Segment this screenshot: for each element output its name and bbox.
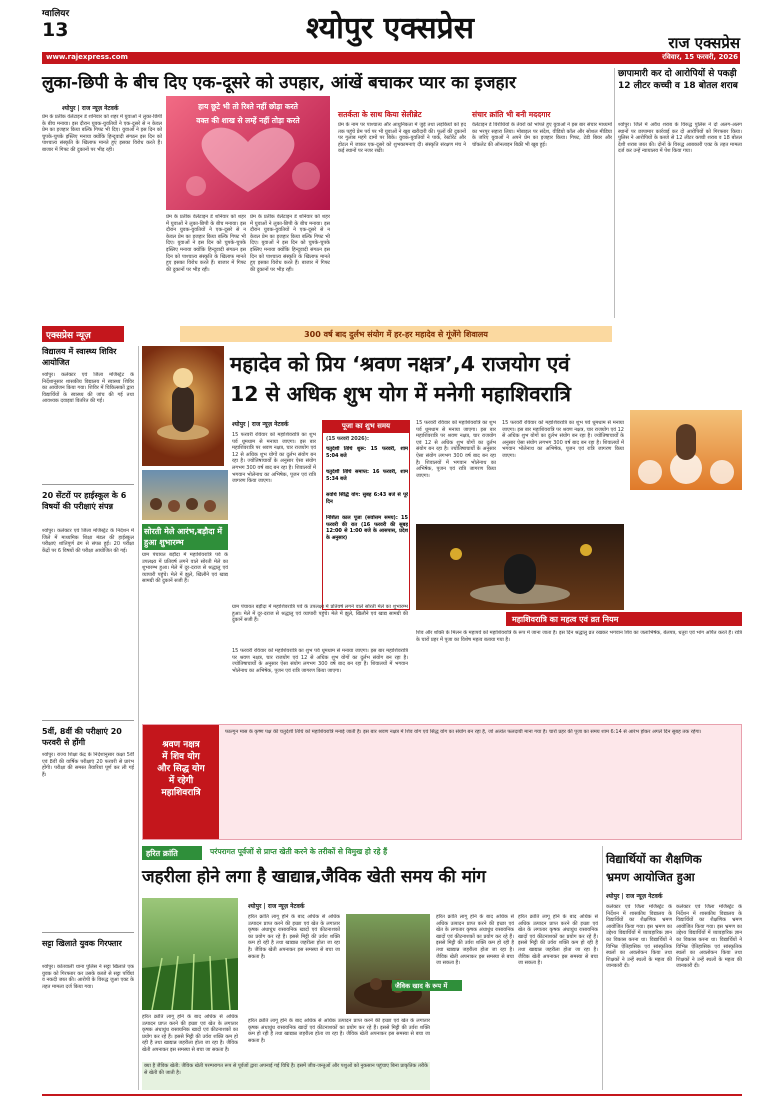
- puja-timing-box: [322, 420, 410, 610]
- green-body-bottom: हरित क्रांति लागू होने के बाद अधिक से अधिक उत्पादन प्राप्त करने की इच्छा एवं खेत के लगातार कृषक अंधाधुंध रासायनिक खादों एवं कीटनाशकों का प्रयोग कर रहे हैं। इससे मिट्टी की उर्वरा शक्ति कम हो रही है तथा खाद्यान्न जहरीला होता जा रहा है। जैविक खेती अपनाकर इस समस्या से बचा जा सकता है।: [248, 1018, 430, 1044]
- green-kicker: परंपरागत पूर्वजों से प्राप्त खेती करने के तरीकों से विमुख हो रहे हैं: [210, 847, 388, 856]
- green-headline: जहरीला होने लगा है खाद्यान्न,जैविक खेती समय की मांग: [142, 867, 486, 887]
- compost-caption: जैविक खाद के रूप में: [392, 980, 462, 991]
- flower-decoration-icon: [630, 410, 742, 490]
- brief1-title: विद्यालय में स्वास्थ्य शिविर आयोजित: [42, 347, 117, 367]
- heart-icon: [166, 96, 330, 210]
- kicker-band: [180, 326, 612, 342]
- pink-title-1: श्रवण नक्षत्र: [162, 740, 200, 750]
- brief2-title: 20 सेंटरों पर हाईस्कूल के 6 विषयों की परीक्षाएं संपन्न: [42, 491, 127, 511]
- crowd-icon: [142, 470, 228, 520]
- right-brief: [618, 68, 742, 318]
- main-body-cont: 15 फरवरी रविवार को महाशिवरात्रि का शुभ पर्व धूमधाम से मनाया जाएगा। इस बार महाशिवरात्रि पर श्रवण नक्षत्र, चार राजयोग एवं 12 से अधिक शुभ योगों का दुर्लभ संयोग बन रहा है। ज्योतिषाचार्यों के अनुसार ऐसा संयोग लगभग 300 वर्ष बाद बन रहा है। शिवालयों में भगवान भोलेनाथ का अभिषेक, पूजन एवं रात्रि जागरण किया जाएगा।: [232, 648, 408, 674]
- puja-line3: सर्वार्थ सिद्धि योग: सुबह 6:43 बजे से पूरे दिन: [326, 492, 408, 505]
- brief1-body: श्योपुर। कलेक्टर एवं जिला मजिस्ट्रेट के निर्देशानुसार शासकीय विद्यालय में स्वास्थ्य शिविर का आयोजन किया गया। शिविर में चिकित्सकों द्वारा विद्यार्थियों के स्वास्थ्य की जांच की गई तथा आवश्यक दवाइयां वितरित की गईं।: [42, 372, 134, 405]
- green-note: क्या है जैविक खेती: जैविक खेती परम्परागत रूप से पूर्वजों द्वारा अपनाई गई विधि है। इसमें जीव-जन्तुओं और पशुओं को नुकसान पहुंचाए बिना प्राकृतिक तरीके से खेती की जाती है।: [142, 1062, 430, 1090]
- right-brief-body: श्योपुर। जिले में अवैध शराब के विरुद्ध पुलिस ने दो अलग-अलग स्थानों पर छापामार कार्रवाई कर दो आरोपियों को गिरफ्तार किया। पुलिस ने आरोपियों के कब्जे से 12 लीटर कच्ची शराब व 18 बोतल देशी शराब जब्त की। दोनों के विरुद्ध आबकारी एक्ट के तहत मामला दर्ज कर उन्हें न्यायालय में पेश किया गया।: [618, 122, 742, 155]
- shivling-icon: [142, 346, 224, 466]
- pink-title-3: और सिद्ध योग: [157, 764, 205, 774]
- brand-name: राज एक्सप्रेस: [668, 34, 740, 52]
- edu-column-rule: [602, 846, 603, 1090]
- puja-line1: चतुर्दशी तिथि शुरू: 15 फरवरी, शाम 5:04 बजे: [326, 446, 408, 459]
- pink-title-4: में रहेगी: [168, 776, 194, 786]
- left-briefs: [42, 346, 134, 1090]
- shiva-idol-image: [142, 346, 224, 466]
- page-number: 13: [42, 19, 69, 41]
- edu-body-col1: कलेक्टर एवं जिला मजिस्ट्रेट के निर्देशन में शासकीय विद्यालय के विद्यार्थियों का शैक्षणिक भ्रमण आयोजित किया गया। इस भ्रमण का उद्देश्य विद्यार्थियों में व्यावहारिक ज्ञान का विकास करना था। विद्यार्थियों ने विभिन्न ऐतिहासिक एवं सांस्कृतिक स्थलों का अवलोकन किया तथा शिक्षकों ने उन्हें स्थलों के महत्व की जानकारी दी।: [606, 904, 672, 970]
- temple-decor-image: [630, 410, 742, 490]
- brief3-body: श्योपुर। राज्य शिक्षा केंद्र के निर्देशानुसार कक्षा 5वीं एवं 8वीं की वार्षिक परीक्षाएं 20 फरवरी से प्रारंभ होंगी। परीक्षा की समस्त तैयारियां पूर्ण कर ली गई हैं।: [42, 752, 134, 778]
- date-label: रविवार, 15 फरवरी, 2026: [662, 53, 738, 61]
- side1-title: सतर्कता के साथ किया सेलीब्रेट: [338, 110, 422, 119]
- pink-box-body: फाल्गुन मास के कृष्ण पक्ष की चतुर्दशी तिथि को महाशिवरात्रि मनाई जाती है। इस बार श्रवण नक्षत्र में शिव योग एवं सिद्ध योग का संयोग बन रहा है, जो अत्यंत फलदायी माना गया है। चारों प्रहर की पूजा का समय शाम 6:14 से आरंभ होकर अगले दिन सुबह तक रहेगा।: [225, 729, 702, 735]
- city-label: ग्वालियर: [42, 9, 70, 19]
- lead-headline: लुका-छिपी के बीच दिए एक-दूसरे को उपहार, आंखें बचाकर प्यार का इजहार: [42, 73, 516, 93]
- soreti-title: सोरती मेले आरंभ,बड़ौदा में हुआ शुभारम्भ: [142, 524, 228, 550]
- worship-scene-image: [416, 524, 624, 610]
- pink-title-2: में शिव योग: [162, 752, 200, 762]
- right-brief-headline: छापामारी कर दो आरोपियों से पकड़ी 12 लीटर कच्ची व 18 बोतल शराब: [618, 69, 738, 91]
- express-news-tag: एक्सप्रेस न्यूज़: [42, 326, 124, 342]
- puja-date: (15 फरवरी 2026):: [326, 436, 369, 442]
- brief3-title: 5वीं, 8वीं की परीक्षाएं 20 फरवरी से होंगी: [42, 727, 122, 747]
- masthead: [0, 0, 778, 66]
- puja-title: पूजा का शुभ समय: [323, 421, 409, 433]
- lead-body-col2: प्रेम के प्रतीक वेलेंटाइन डे शनिवार को शहर में युवाओं ने लुका-छिपी के बीच मनाया। इस दौरान युवक-युवतियों ने एक-दूसरे से न केवल प्रेम का इजहार किया बल्कि गिफ्ट भी दिए। युवाओं ने इस दिन को चुपके-चुपके इस्लिए मनाया क्योंकि हिन्दूवादी संगठन इस दिन को पाश्चात्य संस्कृति के खिलाफ मानते हुए इसका विरोध करते हैं। बाजार में गिफ्ट की दुकानों पर भीड़ रही।: [166, 214, 246, 273]
- green-byline: श्योपुर | राज न्यूज़ नेटवर्क: [248, 903, 305, 910]
- crop-field-icon: [142, 898, 238, 1010]
- edu-body-col2: कलेक्टर एवं जिला मजिस्ट्रेट के निर्देशन में शासकीय विद्यालय के विद्यार्थियों का शैक्षणिक भ्रमण आयोजित किया गया। इस भ्रमण का उद्देश्य विद्यार्थियों में व्यावहारिक ज्ञान का विकास करना था। विद्यार्थियों ने विभिन्न ऐतिहासिक एवं सांस्कृतिक स्थलों का अवलोकन किया तथा शिक्षकों ने उन्हें स्थलों के महत्व की जानकारी दी।: [676, 904, 742, 970]
- footer-rule: [42, 1094, 742, 1096]
- green-body-col3: हरित क्रांति लागू होने के बाद अधिक से अधिक उत्पादन प्राप्त करने की इच्छा एवं खेत के लगातार कृषक अंधाधुंध रासायनिक खादों एवं कीटनाशकों का प्रयोग कर रहे हैं। इससे मिट्टी की उर्वरा शक्ति कम हो रही है तथा खाद्यान्न जहरीला होता जा रहा है। जैविक खेती अपनाकर इस समस्या से बचा जा सकता है।: [518, 914, 598, 967]
- compost-pile-icon: [346, 914, 430, 1014]
- rules-title: महाशिवरात्रि का महत्व एवं व्रत नियम: [506, 612, 742, 626]
- valentine-image: [166, 96, 330, 210]
- farm-field-image: [142, 898, 238, 1010]
- lead-story: [42, 70, 612, 318]
- main-body-col1: 15 फरवरी रविवार को महाशिवरात्रि का शुभ पर्व धूमधाम से मनाया जाएगा। इस बार महाशिवरात्रि पर श्रवण नक्षत्र, चार राजयोग एवं 12 से अधिक शुभ योगों का दुर्लभ संयोग बन रहा है। ज्योतिषाचार्यों के अनुसार ऐसा संयोग लगभग 300 वर्ष बाद बन रहा है। शिवालयों में भगवान भोलेनाथ का अभिषेक, पूजन एवं रात्रि जागरण किया जाएगा।: [232, 432, 316, 485]
- main-byline: श्योपुर | राज न्यूज़ नेटवर्क: [232, 421, 289, 428]
- soreti-body: ग्राम पंचायत बड़ौदा में महाशिवरात्रि पर्व के उपलक्ष्य में प्रतिवर्ष लगने वाले सोरती मेले का शुभारम्भ हुआ। मेले में दूर-दराज से श्रद्धालु एवं व्यापारी पहुंचे। मेले में झूले, खिलौने एवं खाद्य सामग्री की दुकानें सजी हैं।: [142, 552, 228, 585]
- green-body-left: हरित क्रांति लागू होने के बाद अधिक से अधिक उत्पादन प्राप्त करने की इच्छा एवं खेत के लगातार कृषक अंधाधुंध रासायनिक खादों एवं कीटनाशकों का प्रयोग कर रहे हैं। इससे मिट्टी की उर्वरा शक्ति कम हो रही है तथा खाद्यान्न जहरीला होता जा रहा है। जैविक खेती अपनाकर इस समस्या से बचा जा सकता है।: [142, 1014, 238, 1053]
- image-caption-line2: वक्त की शाख से लम्हें नहीं तोड़ा करते: [196, 116, 300, 125]
- main-headline-line1: महादेव को प्रिय ‘श्रवण नक्षत्र’,4 राजयोग एवं: [230, 352, 570, 376]
- left-column-rule: [138, 346, 139, 1090]
- brief-divider-1: [42, 484, 134, 485]
- puja-line4: निशिता काल पूजा (सर्वोत्तम समय): 15 फरवरी की रात (16 फरवरी की सुबह 12:00 से 1:00 बजे के आसपास, प्रदेश के अनुसार): [326, 515, 408, 541]
- brief-divider-3: [42, 932, 134, 933]
- brief4-title: सट्टा खिलाते युवक गिरफ्तार: [42, 939, 122, 948]
- edu-headline-line2: भ्रमण आयोजित हुआ: [606, 870, 695, 884]
- soreti-box: [142, 470, 228, 610]
- brief-divider-2: [42, 720, 134, 721]
- lead-body-col1: प्रेम के प्रतीक वेलेंटाइन डे शनिवार को शहर में युवाओं ने लुका-छिपी के बीच मनाया। इस दौरान युवक-युवतियों ने एक-दूसरे से न केवल प्रेम का इजहार किया बल्कि गिफ्ट भी दिए। युवाओं ने इस दिन को चुपके-चुपके इस्लिए मनाया क्योंकि हिन्दूवादी संगठन इस दिन को पाश्चात्य संस्कृति के खिलाफ मानते हुए इसका विरोध करते हैं। बाजार में गिफ्ट की दुकानों पर भीड़ रही।: [42, 114, 162, 153]
- main-kicker: 300 वर्ष बाद दुर्लभ संयोग में हर-हर महादेव से गूंजेंगे शिवालय: [304, 330, 488, 339]
- pink-box-heading: [143, 725, 219, 839]
- green-body-col2: हरित क्रांति लागू होने के बाद अधिक से अधिक उत्पादन प्राप्त करने की इच्छा एवं खेत के लगातार कृषक अंधाधुंध रासायनिक खादों एवं कीटनाशकों का प्रयोग कर रहे हैं। इससे मिट्टी की उर्वरा शक्ति कम हो रही है तथा खाद्यान्न जहरीला होता जा रहा है। जैविक खेती अपनाकर इस समस्या से बचा जा सकता है।: [436, 914, 514, 967]
- brief4-body: श्योपुर। कोतवाली थाना पुलिस ने सट्टा खिलाते एक युवक को गिरफ्तार कर उसके कब्जे से सट्टा पर्चियां व नकदी जब्त की। आरोपी के विरुद्ध जुआ एक्ट के तहत मामला दर्ज किया गया।: [42, 964, 134, 990]
- side2-title: संचार क्रांति भी बनी मददगार: [472, 110, 551, 119]
- main-body-col3: 15 फरवरी रविवार को महाशिवरात्रि का शुभ पर्व धूमधाम से मनाया जाएगा। इस बार महाशिवरात्रि पर श्रवण नक्षत्र, चार राजयोग एवं 12 से अधिक शुभ योगों का दुर्लभ संयोग बन रहा है। ज्योतिषाचार्यों के अनुसार ऐसा संयोग लगभग 300 वर्ष बाद बन रहा है। शिवालयों में भगवान भोलेनाथ का अभिषेक, पूजन एवं रात्रि जागरण किया जाएगा।: [502, 420, 624, 459]
- soreti-body-cont: ग्राम पंचायत बड़ौदा में महाशिवरात्रि पर्व के उपलक्ष्य में प्रतिवर्ष लगने वाले सोरती मेले का शुभारम्भ हुआ। मेले में दूर-दराज से श्रद्धालु एवं व्यापारी पहुंचे। मेले में झूले, खिलौने एवं खाद्य सामग्री की दुकानें सजी हैं।: [232, 604, 408, 624]
- main-body-col2: 15 फरवरी रविवार को महाशिवरात्रि का शुभ पर्व धूमधाम से मनाया जाएगा। इस बार महाशिवरात्रि पर श्रवण नक्षत्र, चार राजयोग एवं 12 से अधिक शुभ योगों का दुर्लभ संयोग बन रहा है। ज्योतिषाचार्यों के अनुसार ऐसा संयोग लगभग 300 वर्ष बाद बन रहा है। शिवालयों में भगवान भोलेनाथ का अभिषेक, पूजन एवं रात्रि जागरण किया जाएगा।: [416, 420, 496, 479]
- pink-feature-box: [142, 724, 742, 840]
- brief2-body: श्योपुर। कलेक्टर एवं जिला मजिस्ट्रेट के निर्देशन में जिले में माध्यमिक शिक्षा मंडल की हाईस्कूल परीक्षाएं शांतिपूर्ण ढंग से संपन्न हुईं। 20 परीक्षा केंद्रों पर 6 विषयों की परीक्षा आयोजित की गई।: [42, 528, 134, 554]
- side2-body: वेलेंटाइन डे विरोधियों के तेवरों को भांपते हुए युवाओं ने इस बार संचार माध्यमों का भरपूर सहारा लिया। मोबाइल पर संदेश, वीडियो कॉल और सोशल मीडिया के जरिए युवाओं ने अपने प्रेम का इजहार किया। गिफ्ट, टेडी बियर और चॉकलेट की ऑनलाइन बिक्री भी खूब हुई।: [472, 122, 612, 148]
- shivling-worship-icon: [416, 524, 624, 610]
- fair-image: [142, 470, 228, 520]
- rules-body: शिव और शक्ति के मिलन के महापर्व को महाशिवरात्रि के रूप में जाना जाता है। इस दिन श्रद्धालु व्रत रखकर भगवान शिव का जलाभिषेक, बेलपत्र, धतूरा एवं भांग अर्पित करते हैं। रात्रि के चारों प्रहर में पूजा का विशेष महत्व बताया गया है।: [416, 630, 742, 643]
- green-body-col1: हरित क्रांति लागू होने के बाद अधिक से अधिक उत्पादन प्राप्त करने की इच्छा एवं खेत के लगातार कृषक अंधाधुंध रासायनिक खादों एवं कीटनाशकों का प्रयोग कर रहे हैं। इससे मिट्टी की उर्वरा शक्ति कम हो रही है तथा खाद्यान्न जहरीला होता जा रहा है। जैविक खेती अपनाकर इस समस्या से बचा जा सकता है।: [248, 914, 340, 960]
- edu-byline: श्योपुर | राज न्यूज़ नेटवर्क: [606, 893, 663, 900]
- website-link[interactable]: www.rajexpress.com: [46, 53, 128, 61]
- right-column-rule: [614, 68, 615, 318]
- pink-title-5: महाशिवरात्रि: [161, 788, 201, 798]
- edu-headline-line1: विद्यार्थियों का शैक्षणिक: [606, 852, 702, 866]
- lead-body-col3: प्रेम के प्रतीक वेलेंटाइन डे शनिवार को शहर में युवाओं ने लुका-छिपी के बीच मनाया। इस दौरान युवक-युवतियों ने एक-दूसरे से न केवल प्रेम का इजहार किया बल्कि गिफ्ट भी दिए। युवाओं ने इस दिन को चुपके-चुपके इस्लिए मनाया क्योंकि हिन्दूवादी संगठन इस दिन को पाश्चात्य संस्कृति के खिलाफ मानते हुए इसका विरोध करते हैं। बाजार में गिफ्ट की दुकानों पर भीड़ रही।: [250, 214, 330, 273]
- puja-line2: चतुर्दशी तिथि समाप्त: 16 फरवरी, शाम 5:34 बजे: [326, 469, 408, 482]
- compost-image: [346, 914, 430, 1014]
- page-title: श्योपुर एक्सप्रेस: [305, 11, 475, 46]
- image-caption-line1: हाय छूटे भी तो रिश्ते नहीं छोड़ा करते: [198, 102, 298, 111]
- side1-body: प्रेम के नाम पर पाश्चात्य और आधुनिकता में जुड़े तथा लड़कियों को हद तक पहुंचे प्रेम पर्व पर भी युवाओं ने खूब खरीदारी की। फूलों की दुकानों पर गुलाब महंगे दामों पर बिके। युवक-युवतियों ने पार्क, रेस्टोरेंट और होटल में जाकर एक-दूसरे को शुभकामनाएं दीं। संस्कृति संरक्षण मंच ने कई स्थानों पर नजर रखी।: [338, 122, 466, 155]
- lead-byline: श्योपुर | राज न्यूज़ नेटवर्क: [62, 105, 119, 112]
- main-headline-line2: 12 से अधिक शुभ योग में मनेगी महाशिवरात्रि: [230, 382, 571, 406]
- green-revolution-tag: हरित क्रांति: [142, 846, 202, 860]
